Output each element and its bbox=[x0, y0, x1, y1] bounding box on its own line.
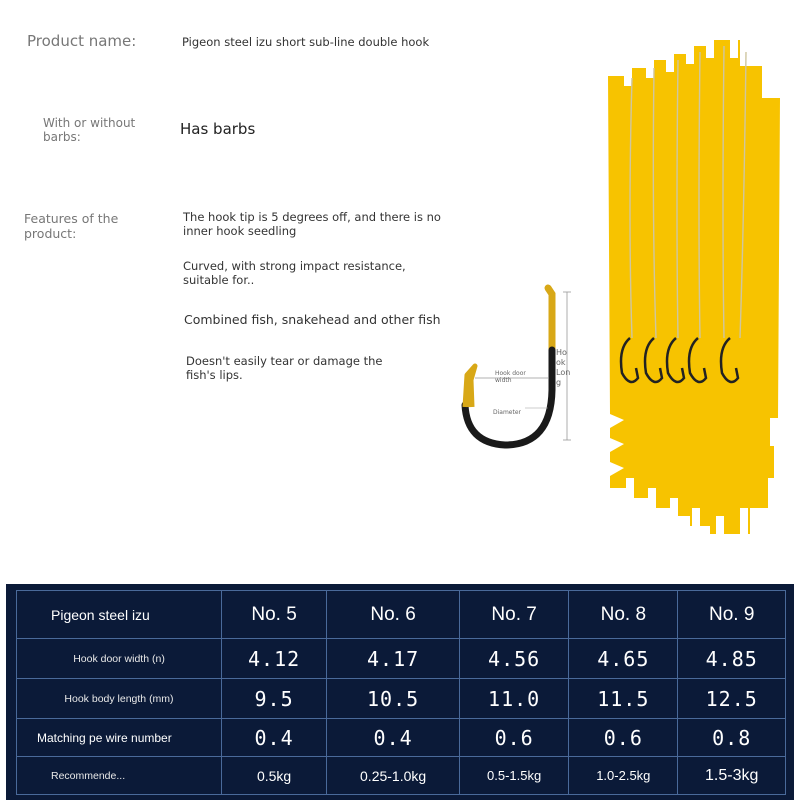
table-cell: 4.56 bbox=[460, 639, 569, 679]
feature-item: Combined fish, snakehead and other fish bbox=[184, 312, 441, 327]
column-header: No. 5 bbox=[222, 591, 327, 639]
table-cell: 0.6 bbox=[460, 719, 569, 757]
table-row bbox=[17, 719, 786, 757]
table-cell: 0.4 bbox=[222, 719, 327, 757]
table-cell: 12.5 bbox=[678, 679, 786, 719]
table-row bbox=[17, 757, 786, 795]
hook-diagram bbox=[455, 280, 585, 460]
table-cell: 4.12 bbox=[222, 639, 327, 679]
table-cell: 0.6 bbox=[569, 719, 678, 757]
column-header: No. 9 bbox=[678, 591, 786, 639]
hook-card-product-image bbox=[600, 38, 800, 538]
table-cell: 0.5kg bbox=[222, 757, 327, 795]
table-cell: 1.0-2.5kg bbox=[569, 757, 678, 795]
table-row bbox=[17, 679, 786, 719]
column-header: No. 6 bbox=[327, 591, 460, 639]
table-cell: 0.5-1.5kg bbox=[460, 757, 569, 795]
table-cell: 0.8 bbox=[678, 719, 786, 757]
row-label: Recommende... bbox=[17, 757, 222, 795]
svg-text:Lon: Lon bbox=[556, 368, 571, 377]
hook-long-label: Ho bbox=[556, 348, 567, 357]
product-name-label: Product name: bbox=[27, 32, 137, 50]
hook-point-gold bbox=[465, 366, 475, 407]
row-label: Matching pe wire number bbox=[17, 719, 222, 757]
feature-item: Curved, with strong impact resistance, suitable for.. bbox=[183, 259, 406, 287]
svg-text:ok: ok bbox=[556, 358, 566, 367]
svg-text:g: g bbox=[556, 378, 562, 387]
table-cell: 9.5 bbox=[222, 679, 327, 719]
features-label: Features of the product: bbox=[24, 211, 119, 241]
column-header: No. 7 bbox=[460, 591, 569, 639]
table-cell: 0.4 bbox=[327, 719, 460, 757]
table-cell: 1.5-3kg bbox=[678, 757, 786, 795]
svg-text:width: width bbox=[495, 377, 512, 384]
table-title: Pigeon steel izu bbox=[17, 591, 222, 639]
column-header: No. 8 bbox=[569, 591, 678, 639]
table-cell: 10.5 bbox=[327, 679, 460, 719]
hook-door-width-label: Hook door bbox=[495, 370, 526, 377]
table-cell: 4.65 bbox=[569, 639, 678, 679]
table-cell: 11.0 bbox=[460, 679, 569, 719]
table-cell: 0.25-1.0kg bbox=[327, 757, 460, 795]
foam-card bbox=[608, 40, 780, 534]
spec-table bbox=[16, 590, 786, 795]
row-label: Hook body length (mm) bbox=[17, 679, 222, 719]
diameter-label: Diameter bbox=[493, 409, 522, 416]
table-cell: 4.85 bbox=[678, 639, 786, 679]
barbs-value: Has barbs bbox=[180, 120, 256, 138]
hook-bend bbox=[465, 350, 552, 445]
feature-item: Doesn't easily tear or damage the fish's lips. bbox=[186, 354, 383, 382]
hook-shank-gold bbox=[548, 288, 552, 352]
product-name-value: Pigeon steel izu short sub-line double hook bbox=[182, 35, 430, 49]
barbs-label: With or without barbs: bbox=[43, 116, 136, 144]
table-cell: 11.5 bbox=[569, 679, 678, 719]
row-label: Hook door width (n) bbox=[17, 639, 222, 679]
feature-item: The hook tip is 5 degrees off, and there is no inner hook seedling bbox=[183, 210, 441, 238]
table-row bbox=[17, 639, 786, 679]
table-header-row bbox=[17, 591, 786, 639]
spec-table-panel bbox=[6, 584, 794, 800]
table-cell: 4.17 bbox=[327, 639, 460, 679]
